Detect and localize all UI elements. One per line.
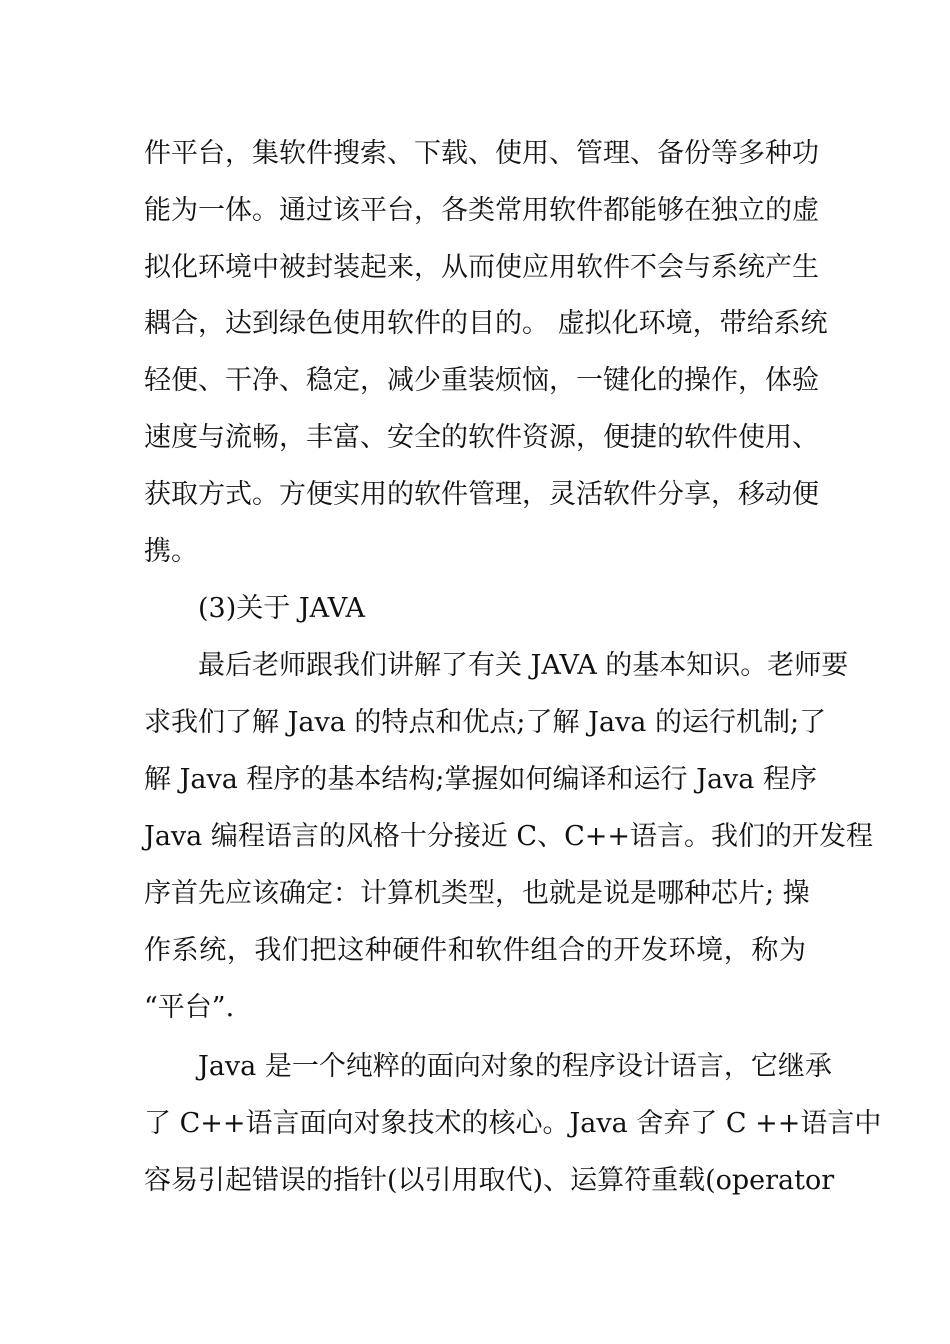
- paragraph-line: 容易引起错误的指针(以引用取代)、运算符重载(operator: [144, 1165, 835, 1196]
- paragraph-line: Java 是一个纯粹的面向对象的程序设计语言，它继承: [198, 1051, 832, 1082]
- paragraph-line: 获取方式。方便实用的软件管理，灵活软件分享，移动便: [144, 479, 819, 510]
- paragraph-line: 了 C++语言面向对象技术的核心。Java 舍弃了 C ++语言中: [144, 1108, 882, 1139]
- paragraph-line: Java 编程语言的风格十分接近 C、C++语言。我们的开发程: [144, 821, 873, 852]
- paragraph-line: 耦合，达到绿色使用软件的目的。 虚拟化环境，带给系统: [144, 308, 828, 339]
- paragraph-line: 最后老师跟我们讲解了有关 JAVA 的基本知识。老师要: [198, 650, 849, 681]
- paragraph-line: “平台”.: [144, 992, 235, 1023]
- paragraph-line: 速度与流畅，丰富、安全的软件资源，便捷的软件使用、: [144, 422, 819, 453]
- paragraph-line: 件平台，集软件搜索、下载、使用、管理、备份等多种功: [144, 138, 819, 169]
- paragraph-line: 轻便、干净、稳定，减少重装烦恼，一键化的操作，体验: [144, 365, 819, 396]
- paragraph-line: 序首先应该确定：计算机类型，也就是说是哪种芯片; 操: [144, 878, 810, 909]
- paragraph-line: 携。: [144, 536, 198, 567]
- paragraph-line: 解 Java 程序的基本结构;掌握如何编译和运行 Java 程序: [144, 764, 817, 795]
- paragraph-line: 能为一体。通过该平台，各类常用软件都能够在独立的虚: [144, 195, 819, 226]
- paragraph-line: 拟化环境中被封装起来，从而使应用软件不会与系统产生: [144, 252, 819, 283]
- section-heading: (3)关于 JAVA: [198, 593, 365, 624]
- paragraph-line: 求我们了解 Java 的特点和优点;了解 Java 的运行机制;了: [144, 707, 827, 738]
- paragraph-line: 作系统，我们把这种硬件和软件组合的开发环境，称为: [144, 935, 806, 966]
